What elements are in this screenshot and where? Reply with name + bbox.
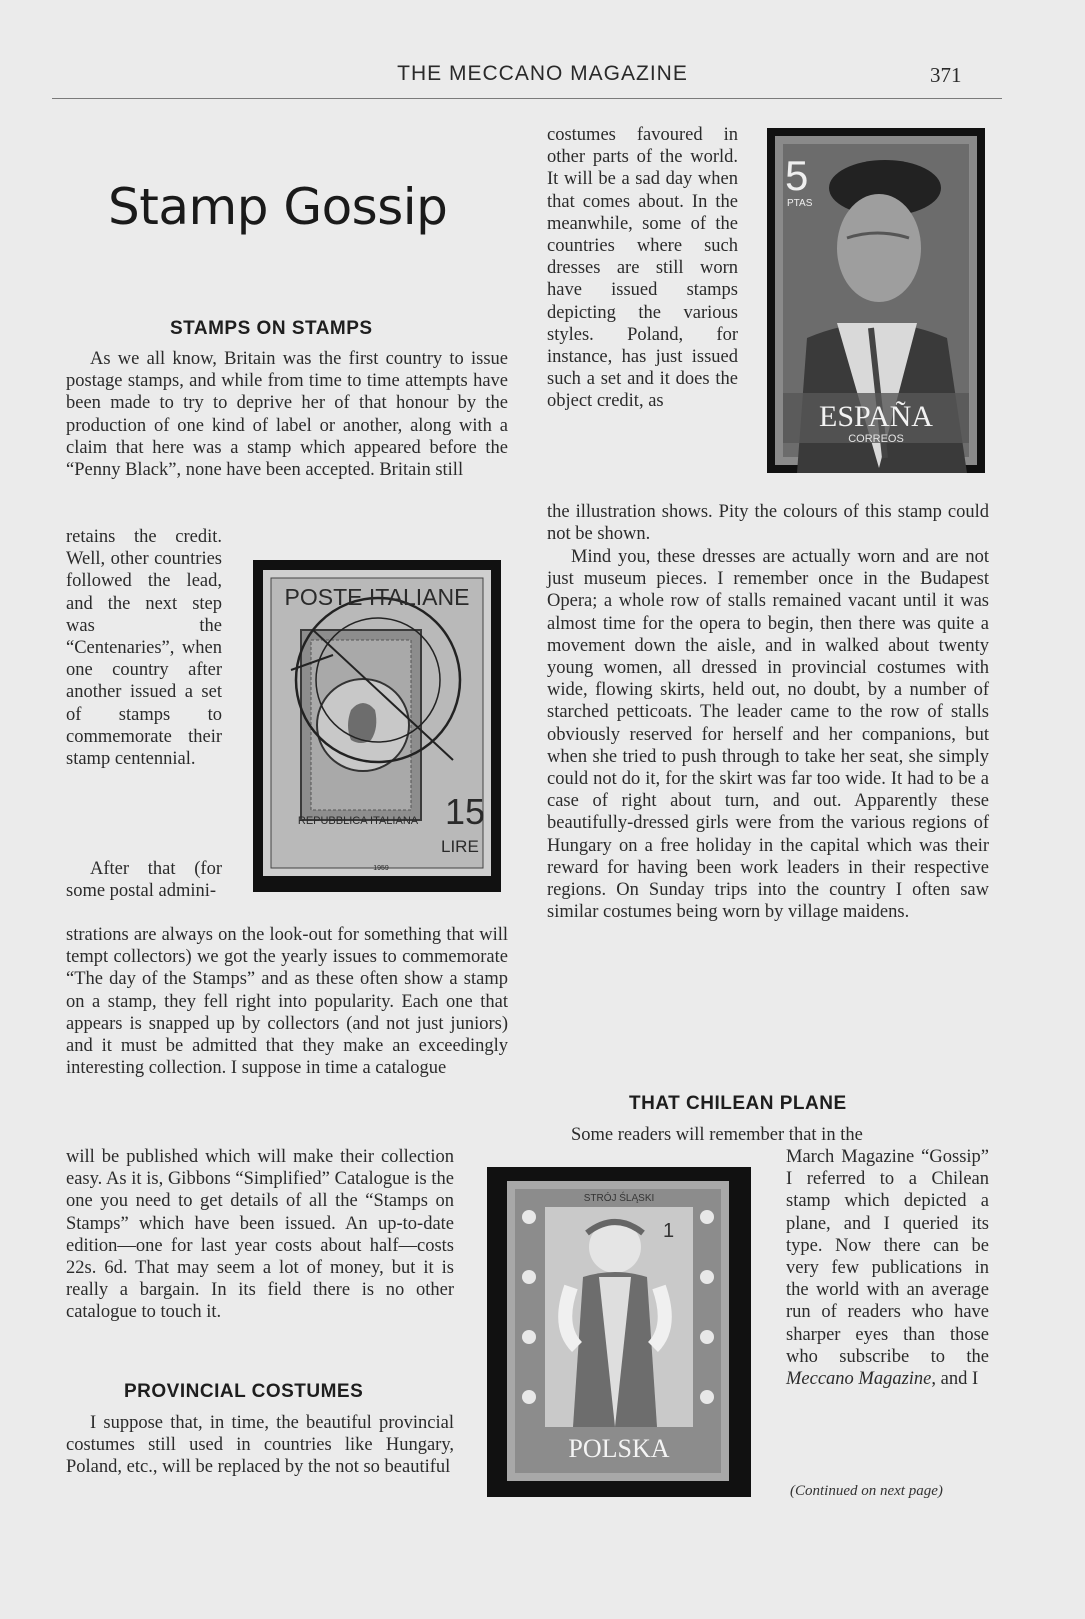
poland-stamp-value: 1	[663, 1220, 675, 1242]
paragraph-costumes-right: costumes favoured in other parts of the world. It will be a sad day when that comes about. In the meanwhile, some of the countries where such dresses are still worn have issued stamps depicting the various styles. Poland, for instance, has just issued such a set and it does the object credit, as	[547, 125, 738, 412]
spain-stamp-unit: PTAS	[787, 198, 813, 209]
paragraph-chilean-wrap	[786, 1146, 989, 1390]
italy-stamp-year: 1959	[373, 865, 389, 872]
header-rule	[52, 98, 1002, 99]
heading-stamps-on-stamps: STAMPS ON STAMPS	[170, 318, 373, 339]
chilean-text-end: , and I	[931, 1369, 979, 1390]
paragraph-stamps-intro: As we all know, Britain was the first country to issue postage stamps, and while from time to time attempts have been made to try to deprive her of that honour by the production of one kind of label or another, along with a claim that here was a stamp which appeared before the “Penny Black”, none have been accepted. Britain still	[66, 349, 508, 481]
paragraph-stamps-wrap: retains the credit. Well, other countries followed the lead, and the next step was the “Centenaries”, when one country after another issued a set of stamps to commemorate their stamp centennial.	[66, 527, 222, 770]
article-title: Stamp Gossip	[108, 178, 448, 236]
paragraph-chilean-intro: Some readers will remember that in the	[571, 1125, 863, 1145]
meccano-magazine-italic: Meccano Magazine	[786, 1369, 932, 1390]
italy-stamp-top-text: POSTE ITALIANE	[284, 584, 470, 610]
spain-stamp-country: ESPAÑA	[819, 400, 933, 433]
continued-note: (Continued on next page)	[790, 1483, 943, 1499]
paragraph-catalogue: will be published which will make their collection easy. As it is, Gibbons “Simplified” Catalogue is the one you need to get details of all the “Stamps on Stamps” which have been issued. An up-to-date edition—one for last year costs about half—costs 22s. 6d. That may seem a lot of money, but it is really a bargain. In its field there is no other catalogue to touch it.	[66, 1147, 454, 1323]
poland-stamp-illustration	[487, 1167, 751, 1497]
paragraph-budapest-opera: Mind you, these dresses are actually worn and are not just museum pieces. I remember once in the Budapest Opera; a whole row of stalls remained vacant until it was almost time for the opera to begin, then there was quite a movement down the aisle, and in walked about twenty young women, all dressed in provincial costumes with wide, flowing skirts, held out, no doubt, by a number of starched petticoats. The leader came to the row of stalls obviously reserved for herself and her companions, but when she tried to push through to take her seat, she simply could not do it, for the skirt was far too wide. It had to be a case of right about turn, and out. Apparently these beautifully-dressed girls were from the various regions of Hungary on a free holiday in the capital which was their reward for having been work leaders in their respective regions. On Sunday trips into the country I often saw similar costumes being worn by village maidens.	[547, 547, 989, 923]
page-number: 371	[930, 63, 962, 87]
paragraph-costumes-intro: I suppose that, in time, the beautiful provincial costumes still used in countries like Hungary, Poland, etc., will be replaced by the not so beautiful	[66, 1413, 454, 1478]
chilean-text-start: March Magazine “Gossip” I referred to a Chilean stamp which depicted a plane, and I queried its type. Now there can be very few publications in the world with an average run of readers who have sharper eyes than those who subscribe to the	[786, 1147, 989, 1367]
paragraph-stamps-wrap-2: After that (for some postal admini-	[66, 859, 222, 902]
running-title: THE MECCANO MAGAZINE	[397, 62, 688, 85]
italy-stamp-illustration	[253, 560, 501, 892]
spain-stamp-service: CORREOS	[848, 433, 904, 445]
poland-stamp-country: POLSKA	[568, 1434, 670, 1463]
poland-stamp-top-text: STRÓJ ŚLĄSKI	[583, 1193, 655, 1204]
heading-provincial-costumes: PROVINCIAL COSTUMES	[124, 1381, 364, 1402]
heading-chilean-plane: THAT CHILEAN PLANE	[629, 1093, 847, 1114]
italy-stamp-currency: LIRE	[441, 837, 479, 856]
italy-stamp-bottom-text: REPUBBLICA ITALIANA	[297, 815, 419, 827]
spain-stamp-value: 5	[785, 152, 809, 199]
spain-stamp-illustration	[767, 128, 985, 473]
italy-stamp-value: 15	[445, 791, 486, 832]
paragraph-illustration-note: the illustration shows. Pity the colours of this stamp could not be shown.	[547, 502, 989, 545]
paragraph-stamps-day: strations are always on the look-out for something that will tempt collectors) we got the yearly issues to commemorate “The day of the Stamps” and as these often show a stamp on a stamp, they fell right into popularity. Each one that appears is snapped up by collectors (and not just juniors) and it must be admitted that they make an exceedingly interesting collection. I suppose in time a catalogue	[66, 925, 508, 1079]
